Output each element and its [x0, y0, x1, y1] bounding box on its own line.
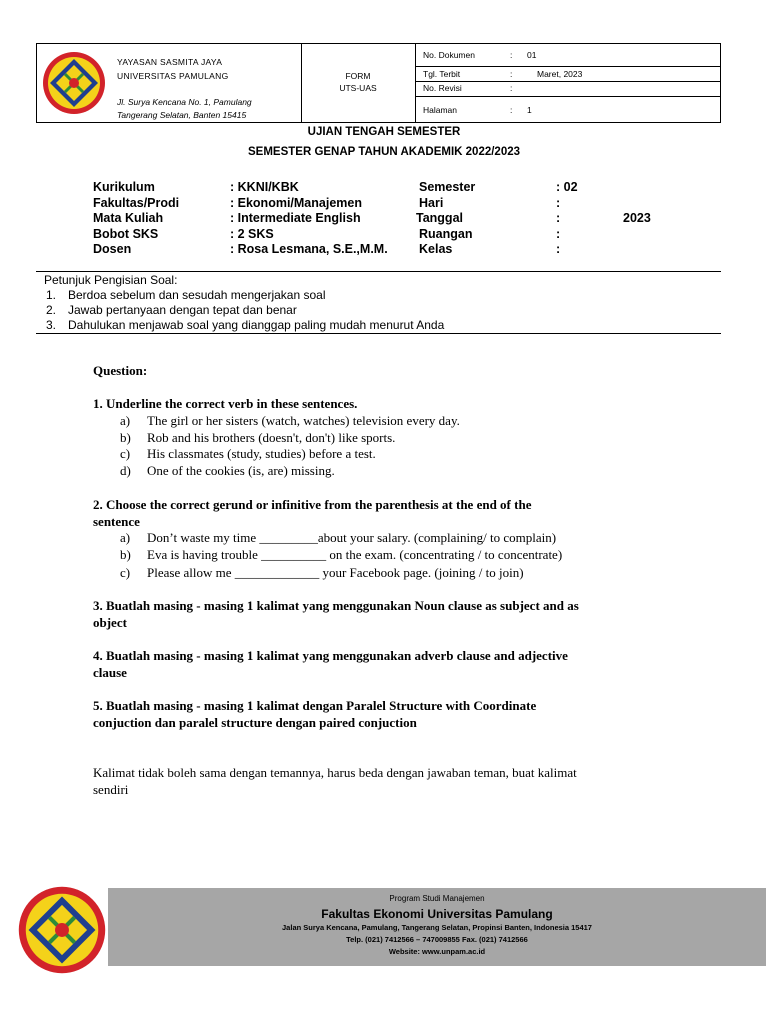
- institution-cell: [37, 44, 302, 122]
- option-text: Please allow me _____________ your Facebook page. (joining / to join): [147, 565, 524, 580]
- meta-row-document-number: No. Dokumen : 01: [415, 44, 720, 67]
- form-label: FORM: [345, 71, 371, 81]
- info-label: Fakultas/Prodi: [93, 196, 180, 210]
- meta-row-revision: No. Revisi :: [415, 82, 720, 97]
- option-letter: d): [120, 463, 131, 478]
- info-value: :: [556, 227, 561, 241]
- question-4-cont: clause: [93, 665, 127, 680]
- divider-top: [36, 271, 721, 272]
- instruction-number: 2.: [46, 303, 57, 317]
- option-text: Rob and his brothers (doesn't, don't) like sports.: [147, 430, 396, 445]
- info-label: Dosen: [93, 242, 132, 256]
- answer-note: Kalimat tidak boleh sama dengan temannya, harus beda dengan jawaban teman, buat kalimat: [93, 765, 577, 780]
- document-header: [36, 43, 721, 123]
- answer-note-cont: sendiri: [93, 782, 129, 797]
- info-value: :: [556, 196, 561, 210]
- question-2-title: 2. Choose the correct gerund or infinitive from the parenthesis at the end of the: [93, 497, 532, 512]
- instruction-text: Jawab pertanyaan dengan tepat dan benar: [68, 303, 297, 317]
- info-value: : Rosa Lesmana, S.E.,M.M.: [230, 242, 388, 256]
- option-text: The girl or her sisters (watch, watches) television every day.: [147, 413, 460, 428]
- info-value: : KKNI/KBK: [230, 180, 299, 194]
- document-meta-cell: [415, 44, 720, 122]
- university-logo-icon: [41, 50, 107, 116]
- footer-faculty: Fakultas Ekonomi Universitas Pamulang: [321, 907, 553, 921]
- page-footer: [108, 888, 766, 966]
- instruction-number: 3.: [46, 318, 57, 332]
- footer-logo-icon: [16, 884, 108, 976]
- info-label: Bobot SKS: [93, 227, 159, 241]
- meta-row-page: Halaman : 1: [423, 105, 532, 115]
- info-label: Hari: [419, 196, 444, 210]
- semester-title: SEMESTER GENAP TAHUN AKADEMIK 2022/2023: [247, 146, 521, 158]
- form-cell: [301, 44, 416, 122]
- footer-phone: Telp. (021) 7412566 – 747009855 Fax. (021) 7412566: [346, 935, 528, 944]
- info-label: Kurikulum: [93, 180, 155, 194]
- address-line-1: Jl. Surya Kencana No. 1, Pamulang: [117, 97, 252, 107]
- meta-row-issue-date: Tgl. Terbit : Maret, 2023: [415, 67, 720, 82]
- university-name: UNIVERSITAS PAMULANG: [117, 71, 229, 81]
- option-letter: c): [120, 446, 131, 461]
- info-label: Kelas: [419, 242, 453, 256]
- question-5-cont: conjuction dan paralel structure dengan paired conjuction: [93, 715, 417, 730]
- option-text: One of the cookies (is, are) missing.: [147, 463, 335, 478]
- footer-website: Website: www.unpam.ac.id: [388, 947, 486, 956]
- instruction-text: Berdoa sebelum dan sesudah mengerjakan soal: [68, 288, 326, 302]
- option-text: Eva is having trouble __________ on the exam. (concentrating / to concentrate): [147, 547, 563, 562]
- question-4: 4. Buatlah masing - masing 1 kalimat yang menggunakan adverb clause and adjective: [93, 648, 568, 663]
- question-3: 3. Buatlah masing - masing 1 kalimat yang menggunakan Noun clause as subject and as: [93, 598, 579, 613]
- question-1-title: 1. Underline the correct verb in these sentences.: [93, 396, 358, 411]
- questions-heading: Question:: [93, 363, 148, 378]
- info-label: Tanggal: [416, 211, 463, 225]
- footer-program: Program Studi Manajemen: [389, 894, 485, 903]
- divider-bottom: [36, 333, 721, 334]
- option-letter: b): [120, 547, 131, 562]
- info-value: :: [556, 211, 561, 225]
- info-value: : Ekonomi/Manajemen: [230, 196, 362, 210]
- option-letter: a): [120, 530, 131, 545]
- instruction-number: 1.: [46, 288, 57, 302]
- info-value: : Intermediate English: [230, 211, 361, 225]
- info-value: : 2 SKS: [230, 227, 274, 241]
- info-label: Ruangan: [419, 227, 473, 241]
- info-year: 2023: [623, 211, 651, 225]
- option-text: His classmates (study, studies) before a test.: [147, 446, 376, 461]
- address-line-2: Tangerang Selatan, Banten 15415: [117, 110, 247, 120]
- option-letter: a): [120, 413, 131, 428]
- instruction-text: Dahulukan menjawab soal yang dianggap paling mudah menurut Anda: [68, 318, 445, 332]
- option-letter: b): [120, 430, 131, 445]
- question-5: 5. Buatlah masing - masing 1 kalimat dengan Paralel Structure with Coordinate: [93, 698, 537, 713]
- info-value: : 02: [556, 180, 578, 194]
- option-text: Don’t waste my time _________about your salary. (complaining/ to complain): [147, 530, 557, 545]
- info-label: Mata Kuliah: [93, 211, 164, 225]
- option-letter: c): [120, 565, 131, 580]
- instructions-heading: Petunjuk Pengisian Soal:: [44, 273, 178, 287]
- footer-address: Jalan Surya Kencana, Pamulang, Tangerang Selatan, Propinsi Banten, Indonesia 15417: [282, 923, 592, 932]
- form-type: UTS-UAS: [339, 83, 377, 93]
- info-value: :: [556, 242, 561, 256]
- exam-title: UJIAN TENGAH SEMESTER: [307, 126, 461, 138]
- info-label: Semester: [419, 180, 476, 194]
- question-2-title-cont: sentence: [93, 514, 140, 529]
- foundation-name: YAYASAN SASMITA JAYA: [117, 57, 223, 67]
- question-3-cont: object: [93, 615, 127, 630]
